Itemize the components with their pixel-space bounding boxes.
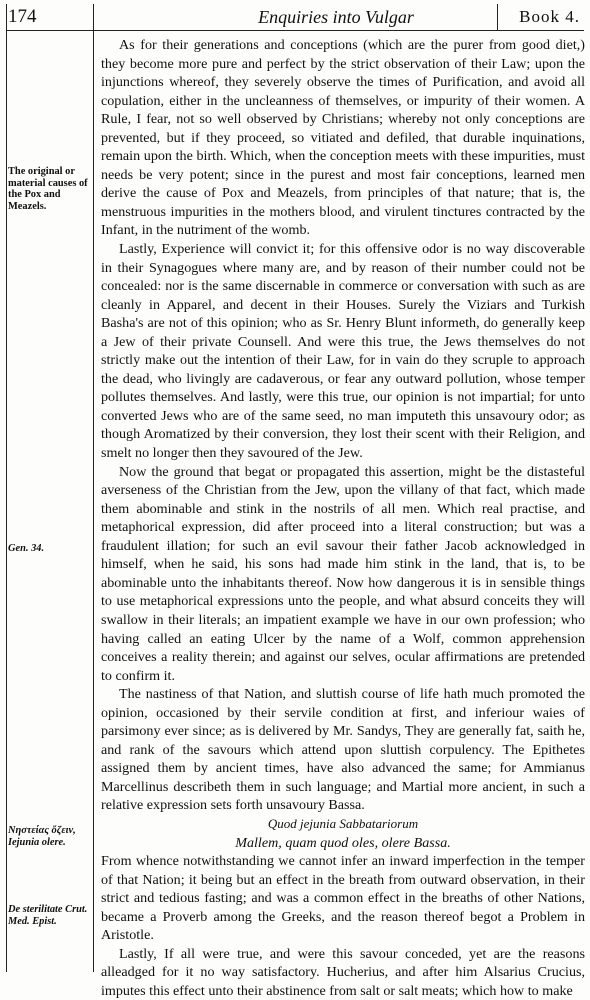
paragraph-lastly: Lastly, If all were true, and were this savour conceded, yet are the reasons alleadged for it no way satisfactory. Hucherius, and after him Alsarius Crucius, imputes this effect unto their abstinence from salt or salt meats; which how to make [101,945,585,999]
paragraph-inference: From whence notwithstanding we cannot infer an inward imperfection in the temper of that Nation; it being but an effect in the breath from outward observation, in their strict and tedious fasting; and was a common effect in the breaths of other Nations, became a Proverb among the Greeks, and the reason thereof begot a Problem in Aristotle. [101,853,585,944]
book-label: Book 4. [519,7,580,26]
margin-note-sterilitate: De sterilitate Crut. Med. Epist. [8,904,88,927]
running-title: Enquiries into Vulgar [258,7,414,27]
verse-line-1: Quod jejunia Sabbatariorum [267,815,419,831]
main-text [101,36,585,1000]
verse-line-2: Mallem, quam quod oles, olere Bassa. [235,834,451,851]
margin-note-iejunia: Νηστείας ὄζειν, Iejunia olere. [8,825,76,848]
margin-note-genesis: Gen. 34. [8,543,45,554]
paragraph-experience: Lastly, Experience will convict it; for this offensive odor is no way discoverable in their Synagogues where many are, and by reason of their number could not be concealed: nor is the same discernable in commerce or conversation with such as are cleanly in Apparel, and decent in their Houses. Surely the Viziars and Turkish Basha's are not of this opinion; who as Sr. Henry Blunt informeth, do generally keep a Jew of their private Counsell. And were this true, the Jews themselves do not strictly make out the intention of their Law, for in vain do they scruple to approach the dead, who livingly are cadaverous, or fear any outward pollution, whose temper pollutes themselves. And lastly, were this true, our opinion is not impartial; for unto converted Jews who are of the same seed, no man imputeth this unsavoury odor; as though Aromatized by their conversion, they lost their scent with their Religion, and smelt no longer then they savoured of the Jew. [101,241,585,462]
paragraph-ground: Now the ground that begat or propagated this assertion, might be the distasteful averseness of the Christian from the Jew, upon the villany of that fact, which made them abominable and stink in the nostrils of all men. Which real practise, and metaphorical expression, did after proceed into a literal construction; but was a fraudulent illation; for such an evil savour their father Jacob acknowledged in himself, when he said, his sons had made him stink in the land, that is, to be abominable unto the inhabitants thereof. Now how dangerous it is in sensible things to use metaphorical expressions unto the people, and what absurd conceits they will swallow in their literals; an impatient example we have in our own profession; who having called an eating Ulcer by the name of a Wolf, common apprehension conceives a reality therein; and against our selves, ocular affirmations are pretended to confirm it. [101,463,585,684]
header-divider [497,4,498,30]
paragraph-nastiness: The nastiness of that Nation, and sluttish course of life hath much promoted the opinion, occasioned by their servile condition at first, and inferiour waies of parsimony ever since; as is delivered by Mr. Sandys, They are generally fat, saith he, and rank of the savours which attend upon sluttish corpulency. The Epithetes assigned them by ancient times, have also advanced the same; for Ammianus Marcellinus describeth them in such language; and Martial more ancient, in such a relative expression sets forth unsavoury Bassa. [101,686,585,814]
left-border [6,4,7,972]
page-number: 174 [8,6,37,27]
margin-note-causes: The original or material causes of the Pox and Meazels. [8,166,88,212]
paragraph-generations: As for their generations and conceptions (which are the purer from good diet,) they become more pure and perfect by the strict observation of their Law; upon the injunctions whereof, they severely observe the times of Purification, and avoid all copulation, either in the uncleanness of themselves, or impurity of their women. A Rule, I fear, not so well observed by Christians; whereby not only conceptions are prevented, but if they proceed, so vitiated and defiled, that durable inquinations, remain upon the birth. Which, when the conception meets with these impurities, must needs be very potent; since in the purest and most fair conceptions, learned men derive the cause of Pox and Meazels, from principles of that nature; that is, the menstruous impurities in the mothers blood, and virulent tinctures contracted by the Infant, in the nutriment of the womb. [101,37,585,239]
